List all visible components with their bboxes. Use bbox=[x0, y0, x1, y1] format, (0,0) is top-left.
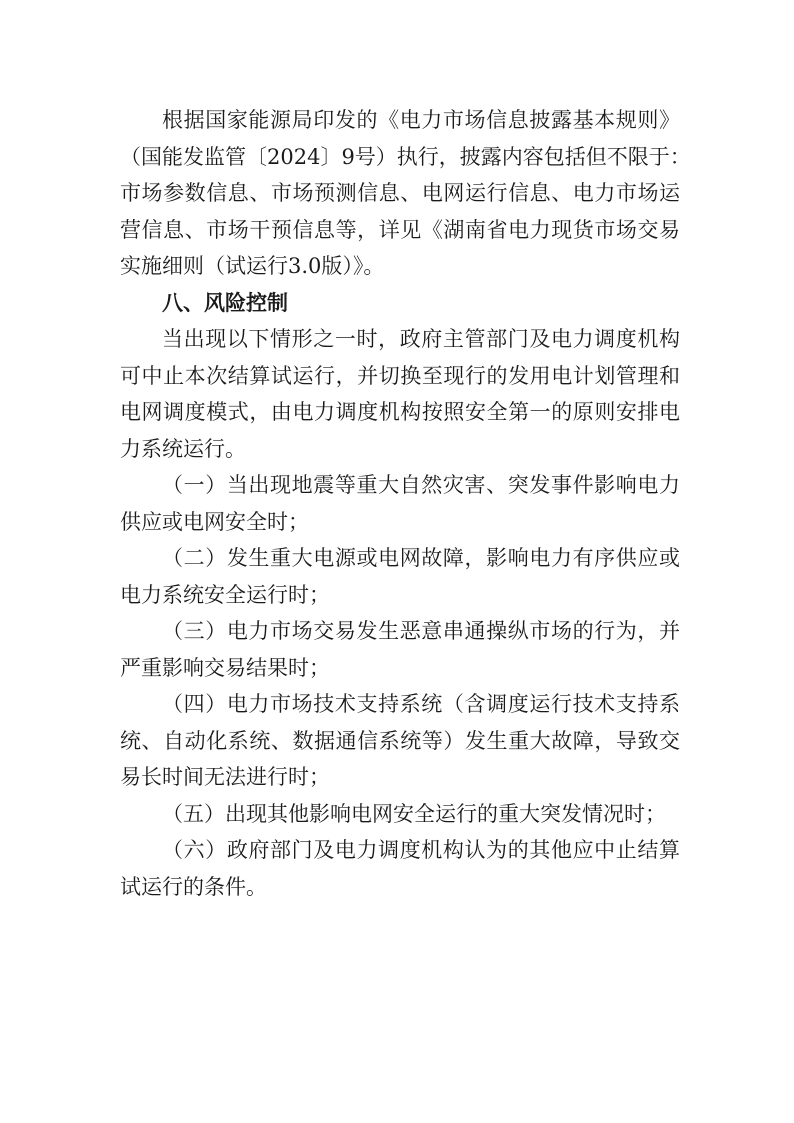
paragraph-line: 实施细则（试运行3.0版）》。 bbox=[120, 254, 385, 278]
paragraph-line: （三）电力市场交易发生恶意串通操纵市场的行为，并 bbox=[162, 619, 680, 643]
paragraph-line: （国能发监管〔2024〕9号）执行，披露内容包括但不限于： bbox=[120, 144, 691, 169]
info-disclosure-paragraph bbox=[120, 102, 691, 285]
paragraph-line: （一）当出现地震等重大自然灾害、突发事件影响电力 bbox=[162, 473, 680, 497]
paragraph-line: 电网调度模式，由电力调度机构按照安全第一的原则安排电 bbox=[120, 400, 680, 424]
paragraph-line: 市场参数信息、市场预测信息、电网运行信息、电力市场运 bbox=[120, 181, 680, 205]
paragraph-line: 供应或电网安全时； bbox=[120, 509, 309, 534]
paragraph-line: 营信息、市场干预信息等，详见《湖南省电力现货市场交易 bbox=[120, 217, 680, 242]
paragraph-line: （六）政府部门及电力调度机构认为的其他应中止结算 bbox=[162, 838, 680, 862]
document-page bbox=[120, 102, 691, 905]
paragraph-line: 电力系统安全运行时； bbox=[120, 582, 330, 607]
condition-item-5 bbox=[120, 796, 680, 833]
paragraph-line: 力系统运行。 bbox=[120, 436, 246, 461]
paragraph-line: 根据国家能源局印发的《电力市场信息披露基本规则》 bbox=[162, 108, 680, 132]
paragraph-line: （四）电力市场技术支持系统（含调度运行技术支持系 bbox=[162, 692, 680, 716]
section-heading: 八、风险控制 bbox=[162, 290, 288, 315]
paragraph-line: （二）发生重大电源或电网故障，影响电力有序供应或 bbox=[162, 546, 680, 570]
paragraph-line: 统、自动化系统、数据通信系统等）发生重大故障，导致交 bbox=[120, 728, 680, 753]
condition-item-6 bbox=[120, 832, 680, 905]
condition-item-3 bbox=[120, 613, 680, 686]
paragraph-line: 当出现以下情形之一时，政府主管部门及电力调度机构 bbox=[162, 327, 680, 351]
paragraph-line: （五）出现其他影响电网安全运行的重大突发情况时； bbox=[162, 801, 666, 826]
paragraph-line: 可中止本次结算试运行，并切换至现行的发用电计划管理和 bbox=[120, 363, 680, 388]
paragraph-line: 易长时间无法进行时； bbox=[120, 765, 330, 789]
paragraph-line: 严重影响交易结果时； bbox=[120, 655, 330, 680]
condition-item-2 bbox=[120, 540, 680, 613]
risk-intro-paragraph bbox=[120, 321, 680, 467]
paragraph-line: 试运行的条件。 bbox=[120, 874, 267, 899]
condition-item-4 bbox=[120, 686, 680, 796]
condition-item-1 bbox=[120, 467, 680, 540]
